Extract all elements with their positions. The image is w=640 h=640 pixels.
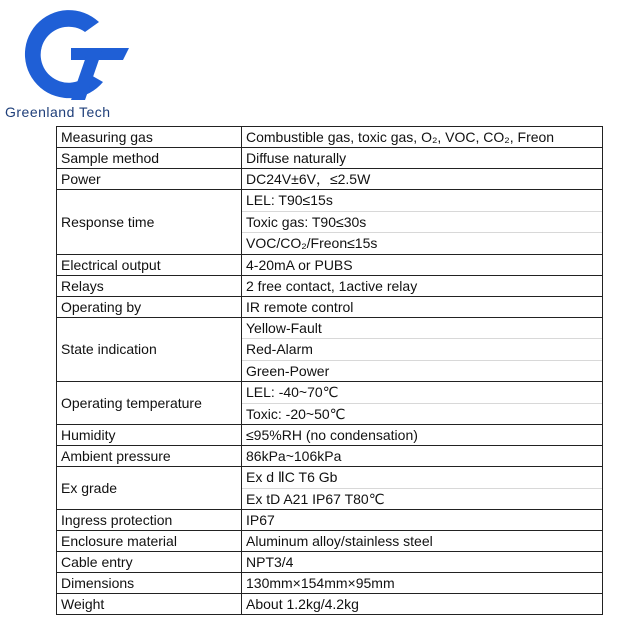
spec-label: State indication (57, 317, 242, 382)
spec-row (57, 552, 603, 573)
spec-value: Combustible gas, toxic gas, O₂, VOC, CO₂, Freon (242, 127, 603, 148)
spec-label: Ambient pressure (57, 446, 242, 467)
spec-label: Cable entry (57, 552, 242, 573)
spec-row (57, 169, 603, 190)
spec-row (57, 317, 603, 382)
spec-value-cell (242, 382, 603, 425)
spec-row (57, 446, 603, 467)
spec-value-cell (242, 317, 603, 382)
spec-label: Humidity (57, 425, 242, 446)
spec-row (57, 382, 603, 425)
spec-value: IP67 (242, 510, 603, 531)
brand-name: Greenland Tech (5, 104, 111, 120)
spec-value: Toxic: -20~50℃ (246, 405, 346, 422)
spec-value: LEL: -40~70℃ (242, 382, 602, 404)
spec-row (57, 127, 603, 148)
spec-value: NPT3/4 (242, 552, 603, 573)
spec-label: Power (57, 169, 242, 190)
spec-label: Response time (57, 190, 242, 255)
spec-row (57, 190, 603, 255)
spec-row (57, 467, 603, 510)
spec-row (57, 510, 603, 531)
spec-value: ≤95%RH (no condensation) (242, 425, 603, 446)
spec-label: Measuring gas (57, 127, 242, 148)
spec-value: 130mm×154mm×95mm (242, 573, 603, 594)
spec-value: Yellow-Fault (242, 318, 602, 340)
spec-value: Ex d ⅡC T6 Gb (242, 467, 602, 489)
spec-row (57, 148, 603, 169)
spec-table (56, 126, 603, 615)
spec-label: Ex grade (57, 467, 242, 510)
spec-value: 86kPa~106kPa (242, 446, 603, 467)
greenland-logo-icon (11, 4, 131, 104)
spec-label: Operating by (57, 296, 242, 317)
spec-label: Electrical output (57, 254, 242, 275)
spec-label: Enclosure material (57, 531, 242, 552)
spec-value: Toxic gas: T90≤30s (242, 212, 602, 234)
spec-value: 2 free contact, 1active relay (242, 275, 603, 296)
spec-value: IR remote control (242, 296, 603, 317)
spec-value: Red-Alarm (242, 339, 602, 361)
spec-value: LEL: T90≤15s (242, 190, 602, 212)
spec-row (57, 573, 603, 594)
spec-row (57, 594, 603, 615)
spec-value: DC24V±6V，≤2.5W (242, 169, 603, 190)
spec-label: Dimensions (57, 573, 242, 594)
spec-label: Sample method (57, 148, 242, 169)
spec-value: Diffuse naturally (242, 148, 603, 169)
spec-label: Ingress protection (57, 510, 242, 531)
spec-value: Green-Power (246, 362, 330, 379)
spec-value: 4-20mA or PUBS (242, 254, 603, 275)
spec-label: Operating temperature (57, 382, 242, 425)
spec-value-cell (242, 190, 603, 255)
spec-value: About 1.2kg/4.2kg (242, 594, 603, 615)
spec-row (57, 275, 603, 296)
spec-value: VOC/CO₂/Freon≤15s (246, 235, 378, 251)
spec-row (57, 531, 603, 552)
spec-value: Aluminum alloy/stainless steel (242, 531, 603, 552)
spec-row (57, 254, 603, 275)
spec-label: Weight (57, 594, 242, 615)
spec-row (57, 425, 603, 446)
spec-label: Relays (57, 275, 242, 296)
spec-value: Ex tD A21 IP67 T80℃ (246, 490, 385, 507)
spec-row (57, 296, 603, 317)
spec-value-cell (242, 467, 603, 510)
